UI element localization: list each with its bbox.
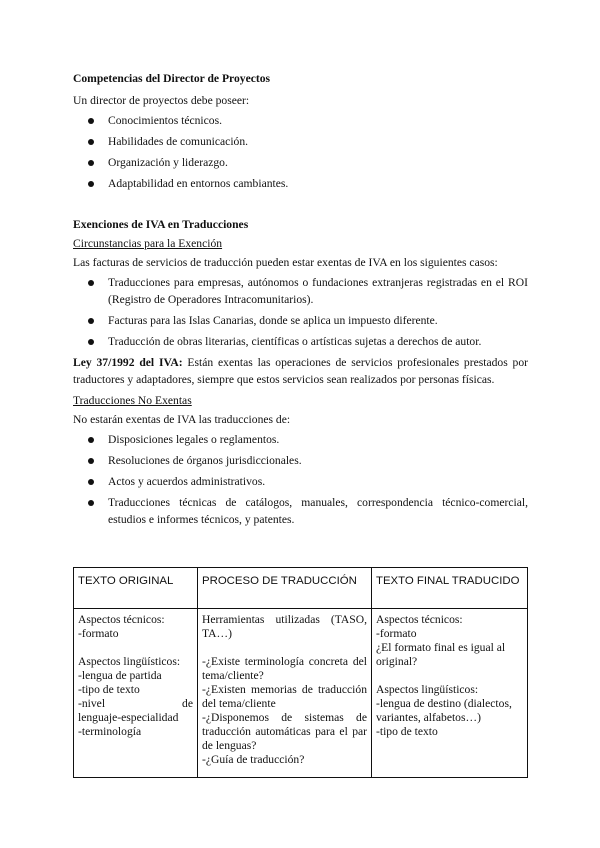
table-cell-original: Aspectos técnicos: -formato Aspectos lingüísticos: -lengua de partida -tipo de texto -nivel de lenguaje-especialidad -terminología bbox=[74, 609, 198, 778]
table-cell-final: Aspectos técnicos: -formato ¿El formato final es igual al original? Aspectos lingüísticos: -lengua de destino (dialectos, variantes, alfabetos…) -tipo de texto bbox=[372, 609, 528, 778]
list-item: Resoluciones de órganos jurisdiccionales. bbox=[73, 452, 528, 469]
document-body bbox=[73, 70, 528, 532]
section-intro: Las facturas de servicios de traducción pueden estar exentas de IVA en los siguientes casos: bbox=[73, 256, 498, 269]
list-item: Actos y acuerdos administrativos. bbox=[73, 473, 528, 490]
bullet-icon bbox=[88, 458, 94, 464]
subheading-circunstancias: Circunstancias para la Exención bbox=[73, 237, 223, 250]
list-item: Organización y liderazgo. bbox=[73, 154, 528, 171]
list-item: Disposiciones legales o reglamentos. bbox=[73, 431, 528, 448]
bullet-icon bbox=[88, 160, 94, 166]
section-intro: Un director de proyectos debe poseer: bbox=[73, 94, 250, 107]
bullet-icon bbox=[88, 339, 94, 345]
translation-process-table bbox=[73, 567, 528, 778]
table-row bbox=[74, 609, 528, 778]
bullet-icon bbox=[88, 318, 94, 324]
bullet-icon bbox=[88, 280, 94, 286]
law-text: Están exentas las operaciones de servicios profesionales prestados por traductores y adaptadores, siempre que estos servicios sean realizados por personas físicas. bbox=[73, 356, 528, 386]
table-header-cell: TEXTO FINAL TRADUCIDO bbox=[372, 568, 528, 609]
section-heading-iva: Exenciones de IVA en Traducciones bbox=[73, 218, 249, 231]
bullet-icon bbox=[88, 500, 94, 506]
bullet-list-competencias bbox=[73, 112, 528, 192]
list-item: Facturas para las Islas Canarias, donde se aplica un impuesto diferente. bbox=[73, 312, 528, 329]
list-item: Traducción de obras literarias, científicas o artísticas sujetas a derechos de autor. bbox=[73, 333, 528, 350]
bullet-icon bbox=[88, 437, 94, 443]
list-item: Adaptabilidad en entornos cambiantes. bbox=[73, 175, 528, 192]
table-header-row bbox=[74, 568, 528, 609]
table-header-cell: TEXTO ORIGINAL bbox=[74, 568, 198, 609]
law-paragraph bbox=[73, 354, 528, 388]
list-item: Conocimientos técnicos. bbox=[73, 112, 528, 129]
section-intro: No estarán exentas de IVA las traducciones de: bbox=[73, 413, 291, 426]
law-label: Ley 37/1992 del IVA: bbox=[73, 356, 183, 369]
bullet-list-no-exentas bbox=[73, 431, 528, 528]
list-item: Habilidades de comunicación. bbox=[73, 133, 528, 150]
list-item: Traducciones para empresas, autónomos o fundaciones extranjeras registradas en el ROI (Registro de Operadores Intracomunitarios). bbox=[73, 274, 528, 308]
table-header-cell: PROCESO DE TRADUCCIÓN bbox=[198, 568, 372, 609]
bullet-icon bbox=[88, 479, 94, 485]
list-item: Traducciones técnicas de catálogos, manuales, correspondencia técnico-comercial, estudios e informes técnicos, y patentes. bbox=[73, 494, 528, 528]
bullet-icon bbox=[88, 181, 94, 187]
table-cell-proceso: Herramientas utilizadas (TASO, TA…) -¿Existe terminología concreta del tema/cliente? -¿Existen memorias de traducción del tema/cliente -¿Disponemos de sistemas de traducción automáticas para el par de lenguas? -¿Guía de traducción? bbox=[198, 609, 372, 778]
bullet-icon bbox=[88, 139, 94, 145]
section-heading-competencias: Competencias del Director de Proyectos bbox=[73, 72, 271, 85]
bullet-list-exencion bbox=[73, 274, 528, 350]
bullet-icon bbox=[88, 118, 94, 124]
subheading-no-exentas: Traducciones No Exentas bbox=[73, 394, 192, 407]
